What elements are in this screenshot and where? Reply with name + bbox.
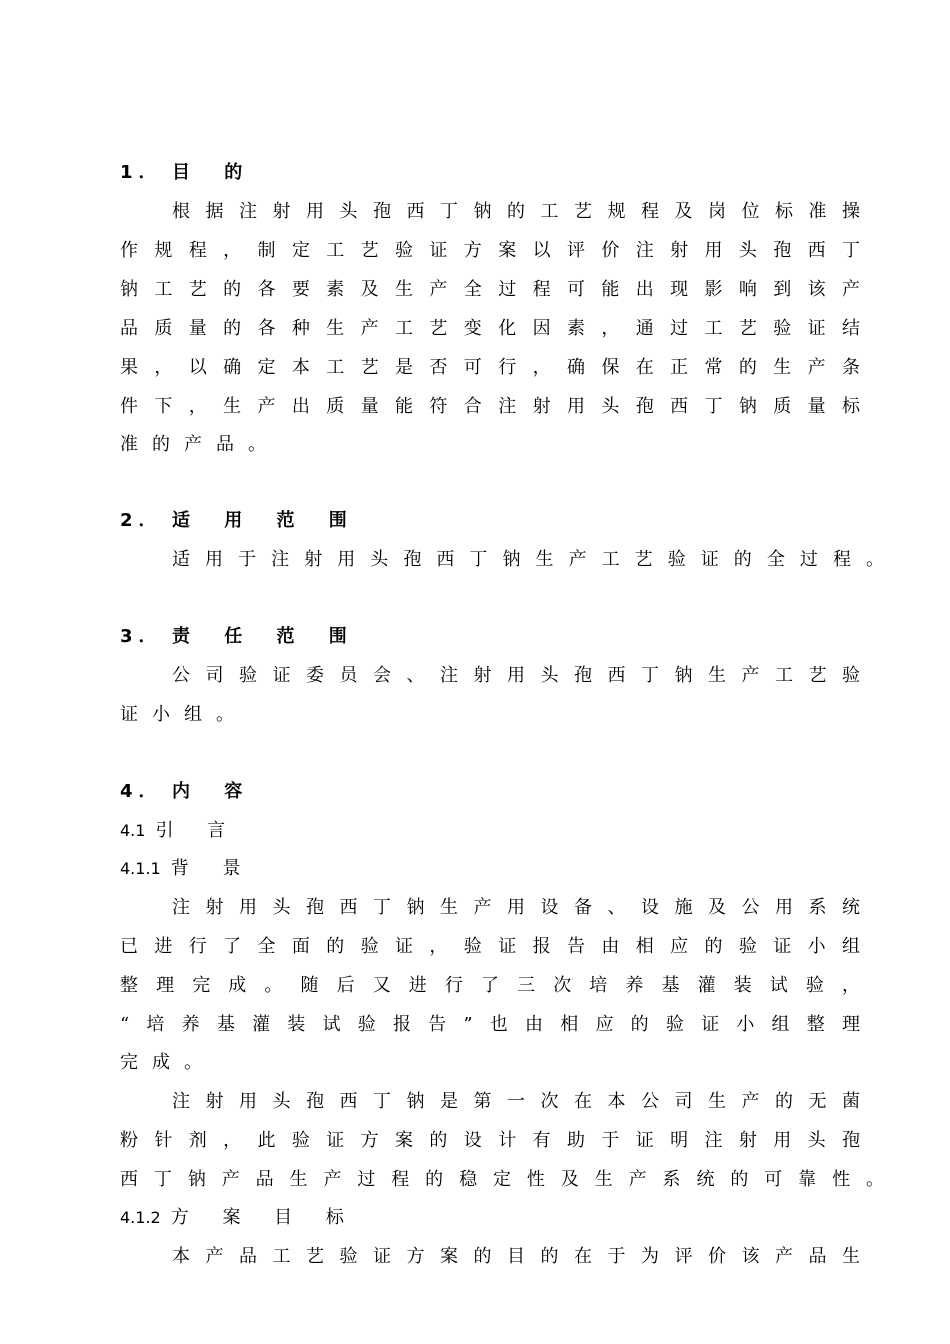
section-number: 2．: [120, 510, 163, 531]
section-3-heading: [120, 624, 860, 650]
paragraph-line: “培养基灌装试验报告”也由相应的验证小组整理: [120, 1014, 860, 1035]
subsection-title: 背 景: [170, 858, 255, 879]
subsection-number: 4.1.2: [120, 1208, 161, 1227]
paragraph-line: 粉针剂，此验证方案的设计有助于证明注射用头孢: [120, 1130, 860, 1151]
paragraph-line: 西丁钠产品生产过程的稳定性及生产系统的可靠性。: [120, 1169, 884, 1190]
paragraph-line: 注射用头孢西丁钠是第一次在本公司生产的无菌: [172, 1091, 860, 1112]
subsection-4-1-1-heading: [120, 856, 860, 882]
subsection-title: 引 言: [155, 820, 240, 841]
paragraph-line: 公司验证委员会、注射用头孢西丁钠生产工艺验: [172, 665, 860, 686]
section-title: 内 容: [172, 781, 257, 802]
section-number: 4．: [120, 781, 163, 802]
subsection-4-1-2-heading: [120, 1205, 860, 1231]
paragraph-line: 品质量的各种生产工艺变化因素，通过工艺验证结: [120, 318, 860, 339]
paragraph-line: 已进行了全面的验证，验证报告由相应的验证小组: [120, 936, 860, 957]
paragraph-line: 完成。: [120, 1052, 216, 1073]
paragraph-line: 注射用头孢西丁钠生产用设备、设施及公用系统: [172, 897, 860, 918]
subsection-4-1-heading: [120, 818, 860, 844]
section-2-heading: [120, 508, 860, 534]
section-number: 3．: [120, 626, 163, 647]
subsection-number: 4.1: [120, 821, 146, 840]
subsection-title: 方 案 目 标: [170, 1207, 358, 1228]
paragraph-line: 根据注射用头孢西丁钠的工艺规程及岗位标准操: [172, 201, 860, 222]
paragraph-line: 本产品工艺验证方案的目的在于为评价该产品生: [172, 1246, 860, 1267]
paragraph-line: 果，以确定本工艺是否可行，确保在正常的生产条: [120, 357, 860, 378]
paragraph-line: 适用于注射用头孢西丁钠生产工艺验证的全过程。: [172, 549, 884, 570]
section-1-heading: [120, 160, 860, 186]
section-title: 责 任 范 围: [172, 626, 361, 647]
subsection-number: 4.1.1: [120, 859, 161, 878]
paragraph-line: 件下，生产出质量能符合注射用头孢西丁钠质量标: [120, 396, 860, 417]
paragraph-line: 准的产品。: [120, 434, 280, 455]
paragraph-line: 作规程，制定工艺验证方案以评价注射用头孢西丁: [120, 240, 860, 261]
paragraph-line: 整理完成。随后又进行了三次培养基灌装试验，: [120, 975, 860, 996]
paragraph-line: 钠工艺的各要素及生产全过程可能出现影响到该产: [120, 279, 860, 300]
section-4-heading: [120, 779, 860, 805]
section-number: 1．: [120, 162, 163, 183]
paragraph-line: 证小组。: [120, 704, 248, 725]
section-title: 目 的: [172, 162, 257, 183]
section-title: 适 用 范 围: [172, 510, 361, 531]
